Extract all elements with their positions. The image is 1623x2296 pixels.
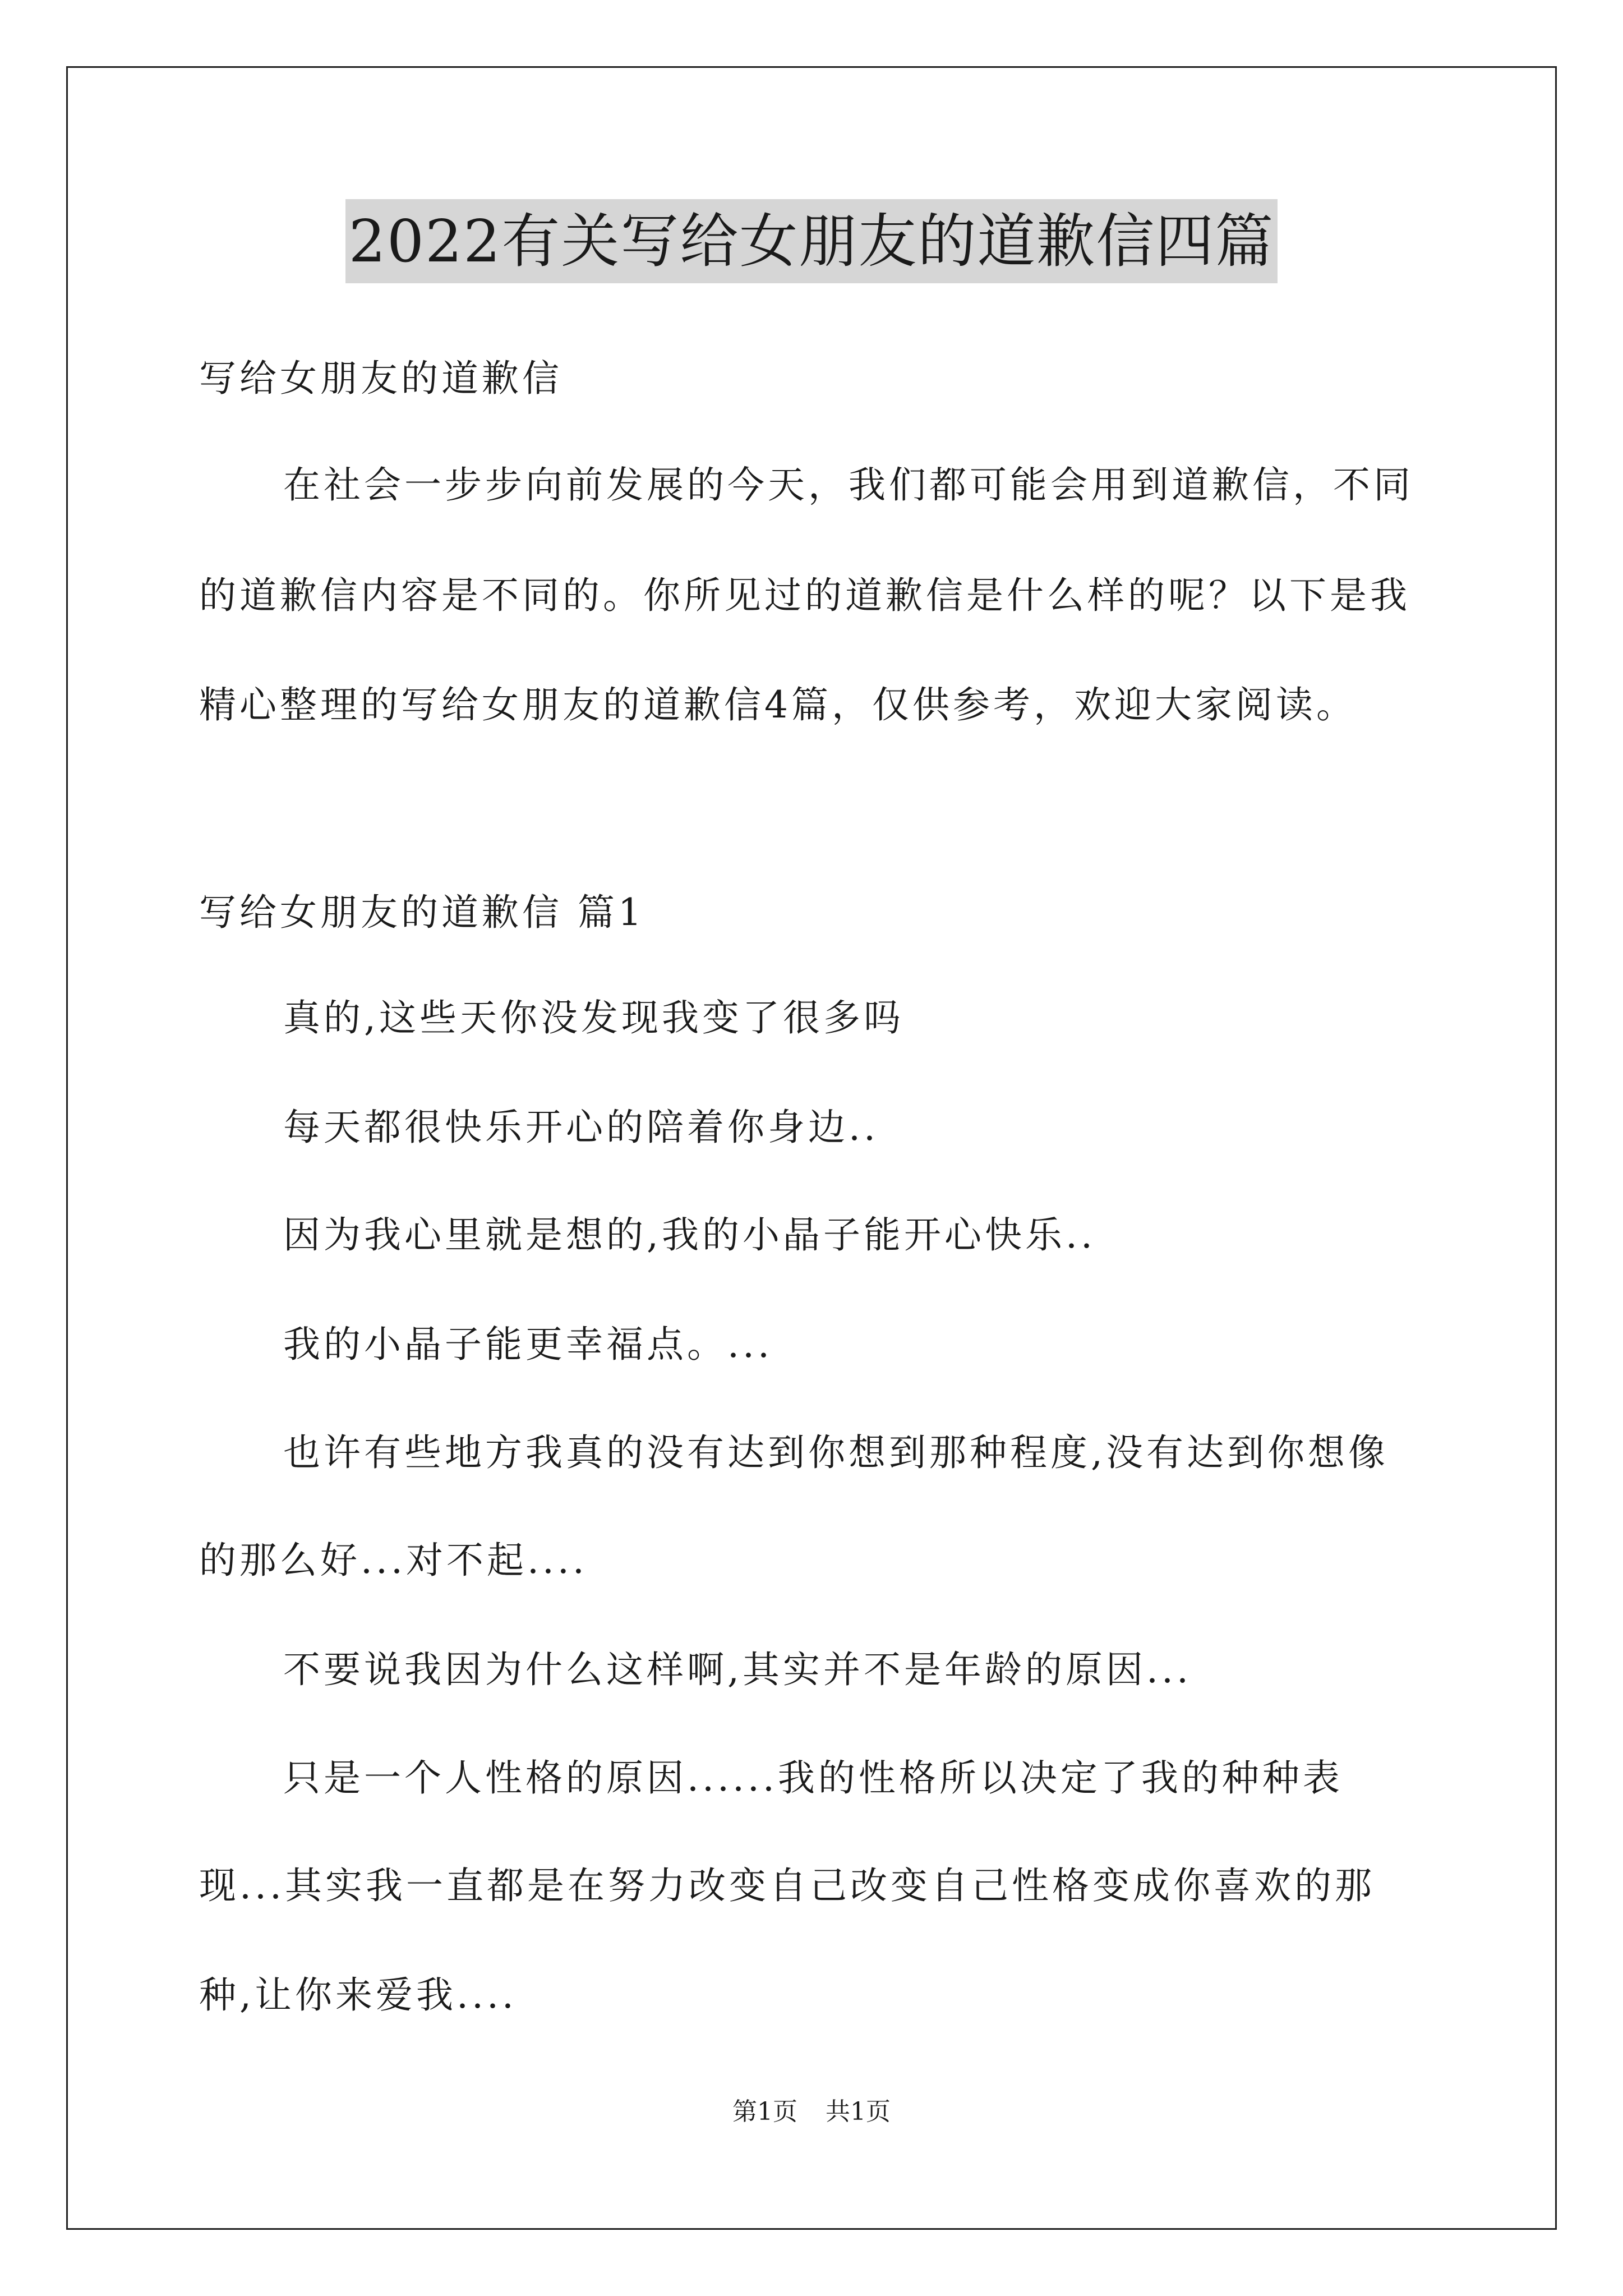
page-number: 第1页 <box>732 2097 797 2126</box>
section-heading-intro: 写给女朋友的道歉信 <box>199 357 562 400</box>
paragraph-line: 只是一个人性格的原因......我的性格所以决定了我的种种表 <box>283 1756 1343 1800</box>
paragraph-line: 的那么好...对不起.... <box>199 1539 588 1582</box>
paragraph-line: 不要说我因为什么这样啊,其实并不是年龄的原因... <box>283 1648 1192 1691</box>
intro-paragraph-line-1: 在社会一步步向前发展的今天，我们都可能会用到道歉信，不同 <box>283 463 1414 507</box>
page-total: 共1页 <box>826 2097 891 2126</box>
paragraph-line: 种,让你来爱我.... <box>199 1973 517 2017</box>
page-footer <box>0 2095 1623 2129</box>
paragraph-line: 因为我心里就是想的,我的小晶子能开心快乐.. <box>283 1213 1096 1257</box>
paragraph-line: 每天都很快乐开心的陪着你身边.. <box>283 1106 879 1149</box>
paragraph-line: 现...其实我一直都是在努力改变自己改变自己性格变成你喜欢的那 <box>199 1864 1375 1907</box>
paragraph-line: 也许有些地方我真的没有达到你想到那种程度,没有达到你想像 <box>283 1431 1389 1474</box>
section-heading-part-1: 写给女朋友的道歉信 篇1 <box>199 891 645 934</box>
paragraph-line: 真的,这些天你没发现我变了很多吗 <box>283 996 904 1039</box>
title-container <box>0 199 1623 283</box>
intro-paragraph-line-3: 精心整理的写给女朋友的道歉信4篇，仅供参考，欢迎大家阅读。 <box>199 683 1357 726</box>
document-title: 2022有关写给女朋友的道歉信四篇 <box>345 199 1278 283</box>
paragraph-line: 我的小晶子能更幸福点。... <box>283 1323 773 1366</box>
intro-paragraph-line-2: 的道歉信内容是不同的。你所见过的道歉信是什么样的呢？以下是我 <box>199 574 1410 617</box>
